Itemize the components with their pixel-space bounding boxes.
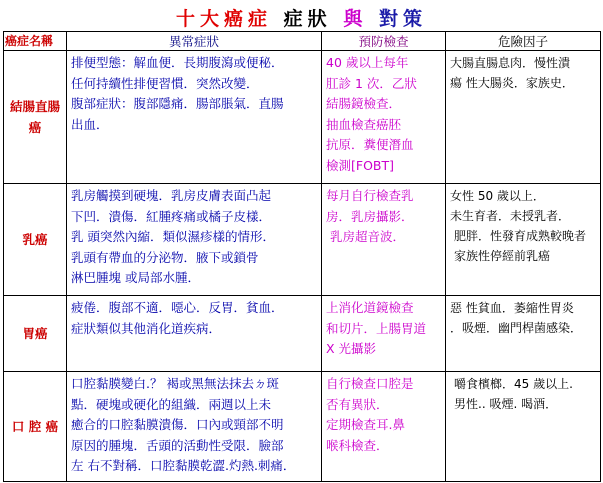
table-row	[4, 184, 601, 296]
prevention-cell	[322, 184, 446, 296]
risk-line: 未生育者．未授乳者．	[450, 209, 571, 223]
symptom-line: 淋巴腫塊 或局部水腫．	[71, 270, 200, 285]
cancer-name-cell	[4, 296, 67, 372]
prevention-cell	[322, 296, 446, 372]
cancer-name-line: 口 腔 癌	[11, 419, 59, 434]
risk-line: 肥胖．性發育成熟較晚者	[454, 229, 587, 243]
prevention-line: 結腸鏡檢查．	[326, 96, 402, 111]
cancer-name-cell	[4, 51, 67, 184]
prevention-line: 喉科檢查．	[326, 437, 389, 453]
cancer-table	[3, 31, 601, 482]
symptoms-cell	[67, 51, 322, 184]
prevention-line: 檢測[FOBT]	[326, 157, 394, 173]
symptom-line: 癒合的口腔黏膜潰傷．口內或頸部不明	[71, 417, 284, 432]
table-row	[4, 296, 601, 372]
cancer-name-cell	[4, 372, 67, 482]
prevention-line: 肛診 1 次．乙狀	[326, 75, 417, 91]
symptom-line: 點．硬塊或硬化的組織．兩週以上未	[71, 396, 272, 412]
symptom-line: 任何持續性排便習慣．突然改變．	[71, 75, 259, 91]
symptom-line: 左 右不對稱．口腔黏膜乾澀.灼熱.刺痛．	[71, 458, 296, 473]
symptom-line: 原因的腫塊．舌頭的活動性受限．臉部	[71, 437, 284, 453]
header-cancer-name: 癌症名稱	[4, 32, 67, 51]
risk-line: 家族性停經前乳癌	[454, 249, 551, 263]
cancer-name-line: 乳癌	[22, 232, 48, 247]
table-row	[4, 51, 601, 184]
prevention-cell	[322, 51, 446, 184]
cancer-name-cell	[4, 184, 67, 296]
symptom-line: 症狀類似其他消化道疾病．	[71, 320, 222, 336]
prevention-cell	[322, 372, 446, 482]
prevention-line: 抽血檢查癌胚	[326, 116, 402, 132]
symptom-line: 乳 頭突然內縮．類似濕疹樣的情形．	[71, 229, 275, 244]
symptoms-cell	[67, 372, 322, 482]
header-prevention: 預防檢查	[322, 32, 446, 51]
risk-line: 嚼食檳榔．45 歲以上.	[454, 377, 573, 391]
symptoms-cell	[67, 184, 322, 296]
prevention-line: 上消化道鏡檢查	[326, 300, 414, 315]
prevention-line: 40 歲以上每年	[326, 55, 409, 70]
symptom-line: 出血．	[71, 116, 109, 132]
symptom-line: 下凹．潰傷．紅腫疼痛或橘子皮樣．	[71, 208, 272, 224]
prevention-line: 每月自行檢查乳	[326, 188, 414, 203]
prevention-line: 和切片．上腸胃道	[326, 320, 427, 336]
symptom-line: 排便型態：解血便．長期腹瀉或便秘．	[71, 55, 284, 70]
symptom-line: 腹部症狀：腹部隱痛．腸部脹氣．直腸	[71, 96, 284, 111]
title-part-measures: 對策	[378, 8, 427, 30]
title-part-cancer: 十大癌症	[176, 8, 273, 30]
cancer-name-line: 胃癌	[22, 326, 48, 341]
cancer-name-line: 結腸直腸	[9, 99, 60, 114]
risk-line: 大腸直腸息肉．慢性潰	[450, 56, 571, 70]
risk-line: 惡 性貧血．萎縮性胃炎	[450, 301, 574, 315]
prevention-line: 定期檢查耳.鼻	[326, 417, 405, 432]
symptom-line: 口腔黏膜變白.？ 褐或黑無法抹去ㄉ斑	[71, 376, 279, 391]
table-row	[4, 372, 601, 482]
risk-cell	[446, 296, 601, 372]
header-symptoms: 異常症狀	[67, 32, 322, 51]
symptom-line: 乳頭有帶血的分泌物．腋下或鎖骨	[71, 249, 259, 265]
title-part-and: 與	[343, 8, 368, 30]
prevention-line: 抗原．糞便潛血	[326, 137, 414, 152]
symptom-line: 乳房觸摸到硬塊．乳房皮膚表面凸起	[71, 188, 272, 203]
risk-cell	[446, 184, 601, 296]
prevention-line: 乳房超音波．	[330, 229, 406, 244]
prevention-line: 否有異狀．	[326, 396, 389, 412]
prevention-line: X 光攝影	[326, 341, 377, 356]
risk-line: 瘍 性大腸炎．家族史．	[450, 76, 574, 90]
risk-line: ．吸煙．幽門桿菌感染．	[450, 321, 583, 335]
risk-cell	[446, 51, 601, 184]
prevention-line: 自行檢查口腔是	[326, 376, 414, 391]
header-row	[4, 32, 601, 51]
prevention-line: 房．乳房攝影．	[326, 208, 414, 224]
title-part-symptoms: 症狀	[283, 8, 332, 30]
page-title	[0, 4, 603, 30]
risk-cell	[446, 372, 601, 482]
header-risk-factors: 危險因子	[446, 32, 601, 51]
cancer-name-line: 癌	[28, 120, 42, 135]
symptoms-cell	[67, 296, 322, 372]
symptom-line: 疲倦．腹部不適．噁心．反胃．貧血．	[71, 300, 284, 315]
risk-line: 男性.. 吸煙. 喝酒．	[454, 397, 558, 411]
risk-line: 女性 50 歲以上．	[450, 189, 545, 203]
